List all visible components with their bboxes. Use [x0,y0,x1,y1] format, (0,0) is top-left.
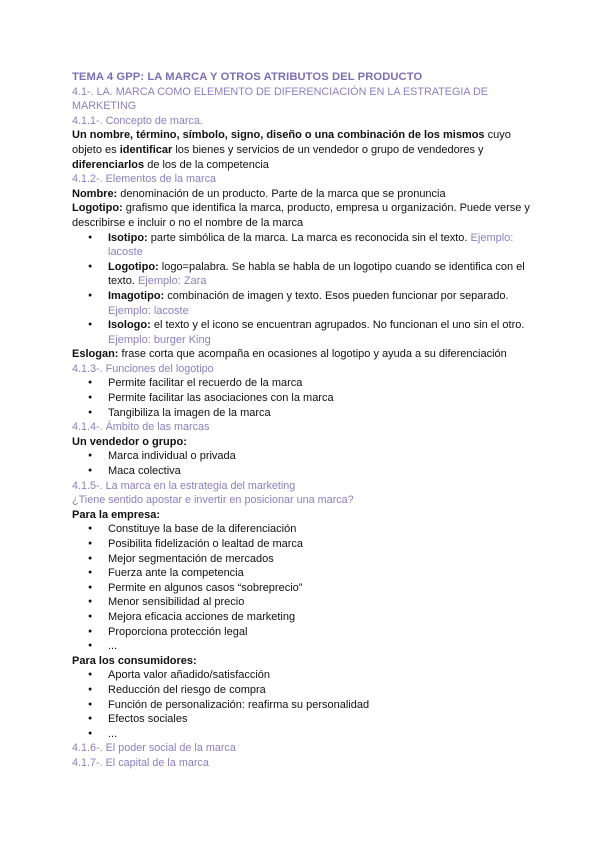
section-4-1-3-heading: 4.1.3-. Funciones del logotipo [72,362,214,375]
item-text: el texto y el icono se encuentran agrupados. No funcionan el uno sin el otro. [150,319,525,332]
nombre-paragraph [72,187,534,202]
item-example: Ejemplo: lacoste [108,304,189,317]
list-item: ● Proporciona protección legal [72,625,534,640]
list-item: ● Permite en algunos casos “sobreprecio” [72,581,534,596]
list-item: ● Mejora eficacia acciones de marketing [72,610,534,625]
section-4-1-5-heading: 4.1.5-. La marca en la estrategia del marketing [72,479,296,492]
item-text: combinación de imagen y texto. Esos pueden funcionar por separado. [164,289,509,302]
section-4-1-6-heading: 4.1.6-. El poder social de la marca [72,742,236,755]
list-item: ● ... [72,727,534,742]
section-4-1-4-heading: 4.1.4-. Ámbito de las marcas [72,421,210,434]
empresa-label: Para la empresa: [72,508,161,521]
concept-bold-3: diferenciarlos [72,158,145,171]
list-item: ● Constituye la base de la diferenciación [72,522,534,537]
item-example: Ejemplo: lacoste [108,231,514,259]
funciones-list [72,376,534,420]
section-4-1-1-heading: 4.1.1-. Concepto de marca. [72,114,203,127]
list-item: ● Permite facilitar el recuerdo de la marca [72,376,534,391]
page-title: TEMA 4 GPP: LA MARCA Y OTROS ATRIBUTOS DEL PRODUCTO [72,71,423,83]
list-item: ● Permite facilitar las asociaciones con la marca [72,391,534,406]
section-4-1-2-heading: 4.1.2-. Elementos de la marca [72,173,217,186]
vendedor-label-paragraph [72,435,534,450]
item-label: Imagotipo: [108,289,165,302]
nombre-label: Nombre: [72,187,118,200]
list-item: ● Marca individual o privada [72,449,534,464]
logotipo-paragraph [72,201,534,230]
list-item [72,260,534,289]
nombre-text: denominación de un producto. Parte de la marca que se pronuncia [117,187,446,200]
list-item: ● Mejor segmentación de mercados [72,552,534,567]
list-item: ● ... [72,639,534,654]
list-item: ● Maca colectiva [72,464,534,479]
vendedor-list [72,449,534,478]
logotipo-label: Logotipo: [72,202,123,215]
eslogan-paragraph [72,347,534,362]
section-4-1-5-question: ¿Tiene sentido apostar e invertir en posicionar una marca? [72,494,354,507]
list-item: ● Posibilita fidelización o lealtad de marca [72,537,534,552]
section-4-1-7-heading: 4.1.7-. El capital de la marca [72,756,209,769]
concept-bold-2: identificar [119,143,173,156]
list-item: ● Menor sensibilidad al precio [72,595,534,610]
concept-text-1: cuyo objeto es [72,129,511,156]
list-item [72,289,534,318]
concept-text-3: de los de la competencia [144,158,269,171]
concept-paragraph [72,128,534,172]
item-label: Logotipo: [108,260,159,273]
logo-types-list [72,231,534,348]
section-4-1-heading: 4.1-. LA. MARCA COMO ELEMENTO DE DIFERENCIACIÓN EN LA ESTRATEGIA DE MARKETING [72,85,488,113]
list-item: ● Efectos sociales [72,712,534,727]
document-page [72,70,534,771]
concept-text-2: los bienes y servicios de un vendedor o grupo de vendedores y [172,143,484,156]
list-item [72,231,534,260]
list-item: ● Reducción del riesgo de compra [72,683,534,698]
item-example: Ejemplo: burger King [108,333,211,346]
consumidores-list [72,668,534,741]
eslogan-label: Eslogan: [72,348,119,361]
logotipo-text: grafismo que identifica la marca, producto, empresa u organización. Puede verse y describirse e incluir o no el nombre de la marca [72,202,530,229]
item-example: Ejemplo: Zara [137,275,207,288]
consumidores-label-paragraph [72,654,534,669]
consumidores-label: Para los consumidores: [72,654,197,667]
list-item [72,318,534,347]
list-item: ● Función de personalización: reafirma su personalidad [72,698,534,713]
item-label: Isotipo: [108,231,148,244]
list-item: ● Tangibiliza la imagen de la marca [72,406,534,421]
vendedor-label: Un vendedor o grupo: [72,435,187,448]
empresa-label-paragraph [72,508,534,523]
item-label: Isologo: [108,319,151,332]
item-text: logo=palabra. Se habla se habla de un logotipo cuando se identifica con el texto. [108,260,525,288]
list-item: ● Aporta valor añadido/satisfacción [72,668,534,683]
eslogan-text: frase corta que acompaña en ocasiones al logotipo y ayuda a su diferenciación [118,348,507,361]
item-text: parte simbólica de la marca. La marca es reconocida sin el texto. [147,231,471,244]
empresa-list [72,522,534,653]
list-item: ● Fuerza ante la competencia [72,566,534,581]
concept-bold-1: Un nombre, término, símbolo, signo, diseño o una combinación de los mismos [72,129,485,142]
